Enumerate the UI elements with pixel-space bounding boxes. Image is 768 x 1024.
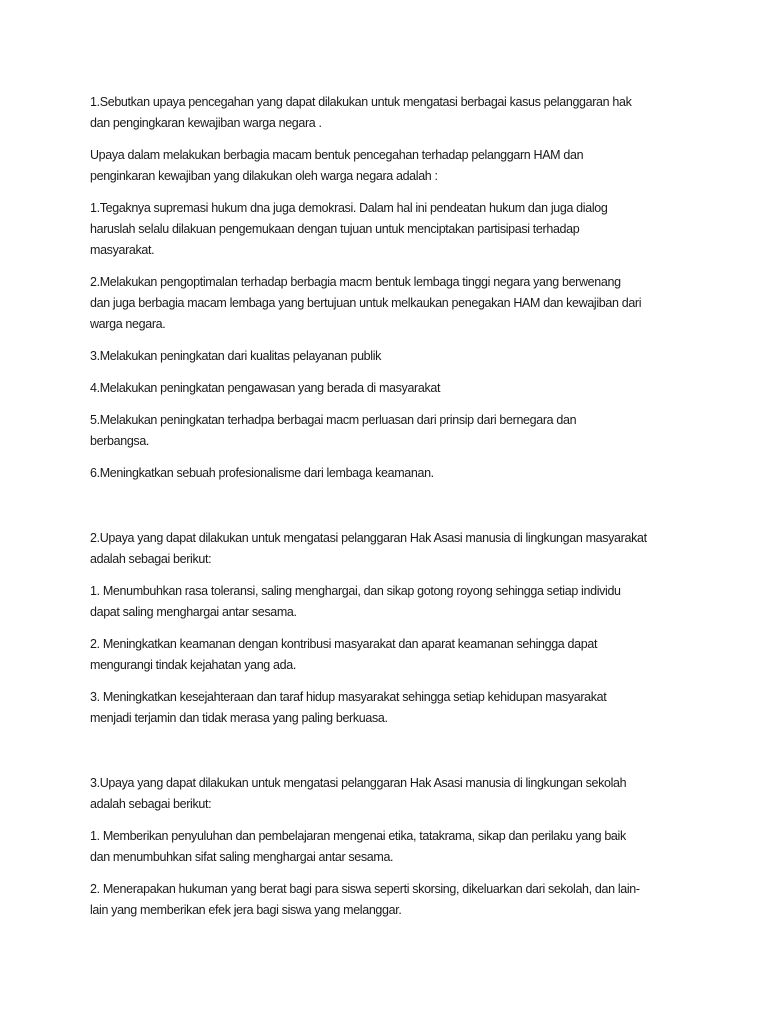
text-line: dan juga berbagia macam lembaga yang bertujuan untuk melkaukan penegakan HAM dan kewajiban dari [90, 296, 642, 310]
text-line: menjadi terjamin dan tidak merasa yang paling berkuasa. [90, 711, 388, 725]
text-line: 5.Melakukan peningkatan terhadpa berbagai macm perluasan dari prinsip dari bernegara dan [90, 413, 577, 427]
text-line: 4.Melakukan peningkatan pengawasan yang berada di masyarakat [90, 381, 441, 395]
text-line: 3.Upaya yang dapat dilakukan untuk mengatasi pelanggaran Hak Asasi manusia di lingkungan sekolah [90, 776, 627, 790]
text-line: berbangsa. [90, 434, 150, 448]
text-line: lain yang memberikan efek jera bagi siswa yang melanggar. [90, 903, 402, 917]
paragraph [90, 528, 690, 570]
section-spacer [90, 740, 690, 773]
text-line: 1. Menumbuhkan rasa toleransi, saling menghargai, dan sikap gotong royong sehingga setiap individu [90, 584, 621, 598]
text-line: 6.Meningkatkan sebuah profesionalisme dari lembaga keamanan. [90, 466, 434, 480]
paragraph [90, 378, 690, 399]
text-line: 1.Sebutkan upaya pencegahan yang dapat dilakukan untuk mengatasi berbagai kasus pelanggaran hak [90, 95, 632, 109]
text-line: penginkaran kewajiban yang dilakukan oleh warga negara adalah : [90, 169, 438, 183]
text-line: dapat saling menghargai antar sesama. [90, 605, 297, 619]
text-line: masyarakat. [90, 243, 155, 257]
text-line: 1.Tegaknya supremasi hukum dna juga demokrasi. Dalam hal ini pendeatan hukum dan juga dialog [90, 201, 608, 215]
paragraph [90, 581, 690, 623]
paragraph [90, 634, 690, 676]
paragraph [90, 687, 690, 729]
text-line: 1. Memberikan penyuluhan dan pembelajaran mengenai etika, tatakrama, sikap dan perilaku yang baik [90, 829, 626, 843]
text-line: adalah sebagai berikut: [90, 552, 212, 566]
text-line: 2. Menerapakan hukuman yang berat bagi para siswa seperti skorsing, dikeluarkan dari sekolah, dan lain- [90, 882, 640, 896]
paragraph [90, 463, 690, 484]
text-line: dan pengingkaran kewajiban warga negara . [90, 116, 322, 130]
text-line: 2. Meningkatkan keamanan dengan kontribusi masyarakat dan aparat keamanan sehingga dapat [90, 637, 598, 651]
text-line: 2.Upaya yang dapat dilakukan untuk mengatasi pelanggaran Hak Asasi manusia di lingkungan masyarakat [90, 531, 647, 545]
paragraph [90, 773, 690, 815]
text-line: 2.Melakukan pengoptimalan terhadap berbagia macm bentuk lembaga tinggi negara yang berwenang [90, 275, 621, 289]
text-line: dan menumbuhkan sifat saling menghargai antar sesama. [90, 850, 394, 864]
paragraph [90, 410, 690, 452]
paragraph [90, 145, 690, 187]
paragraph [90, 826, 690, 868]
section-spacer [90, 495, 690, 528]
paragraph [90, 92, 690, 134]
text-line: haruslah selalu dilakuan pengemukaan dengan tujuan untuk menciptakan partisipasi terhadap [90, 222, 580, 236]
paragraph [90, 346, 690, 367]
text-line: mengurangi tindak kejahatan yang ada. [90, 658, 296, 672]
paragraph [90, 198, 690, 261]
text-line: Upaya dalam melakukan berbagia macam bentuk pencegahan terhadap pelanggarn HAM dan [90, 148, 584, 162]
paragraph [90, 272, 690, 335]
document-body [90, 92, 690, 932]
paragraph [90, 879, 690, 921]
text-line: warga negara. [90, 317, 166, 331]
text-line: 3.Melakukan peningkatan dari kualitas pelayanan publik [90, 349, 382, 363]
text-line: adalah sebagai berikut: [90, 797, 212, 811]
text-line: 3. Meningkatkan kesejahteraan dan taraf hidup masyarakat sehingga setiap kehidupan masyarakat [90, 690, 607, 704]
